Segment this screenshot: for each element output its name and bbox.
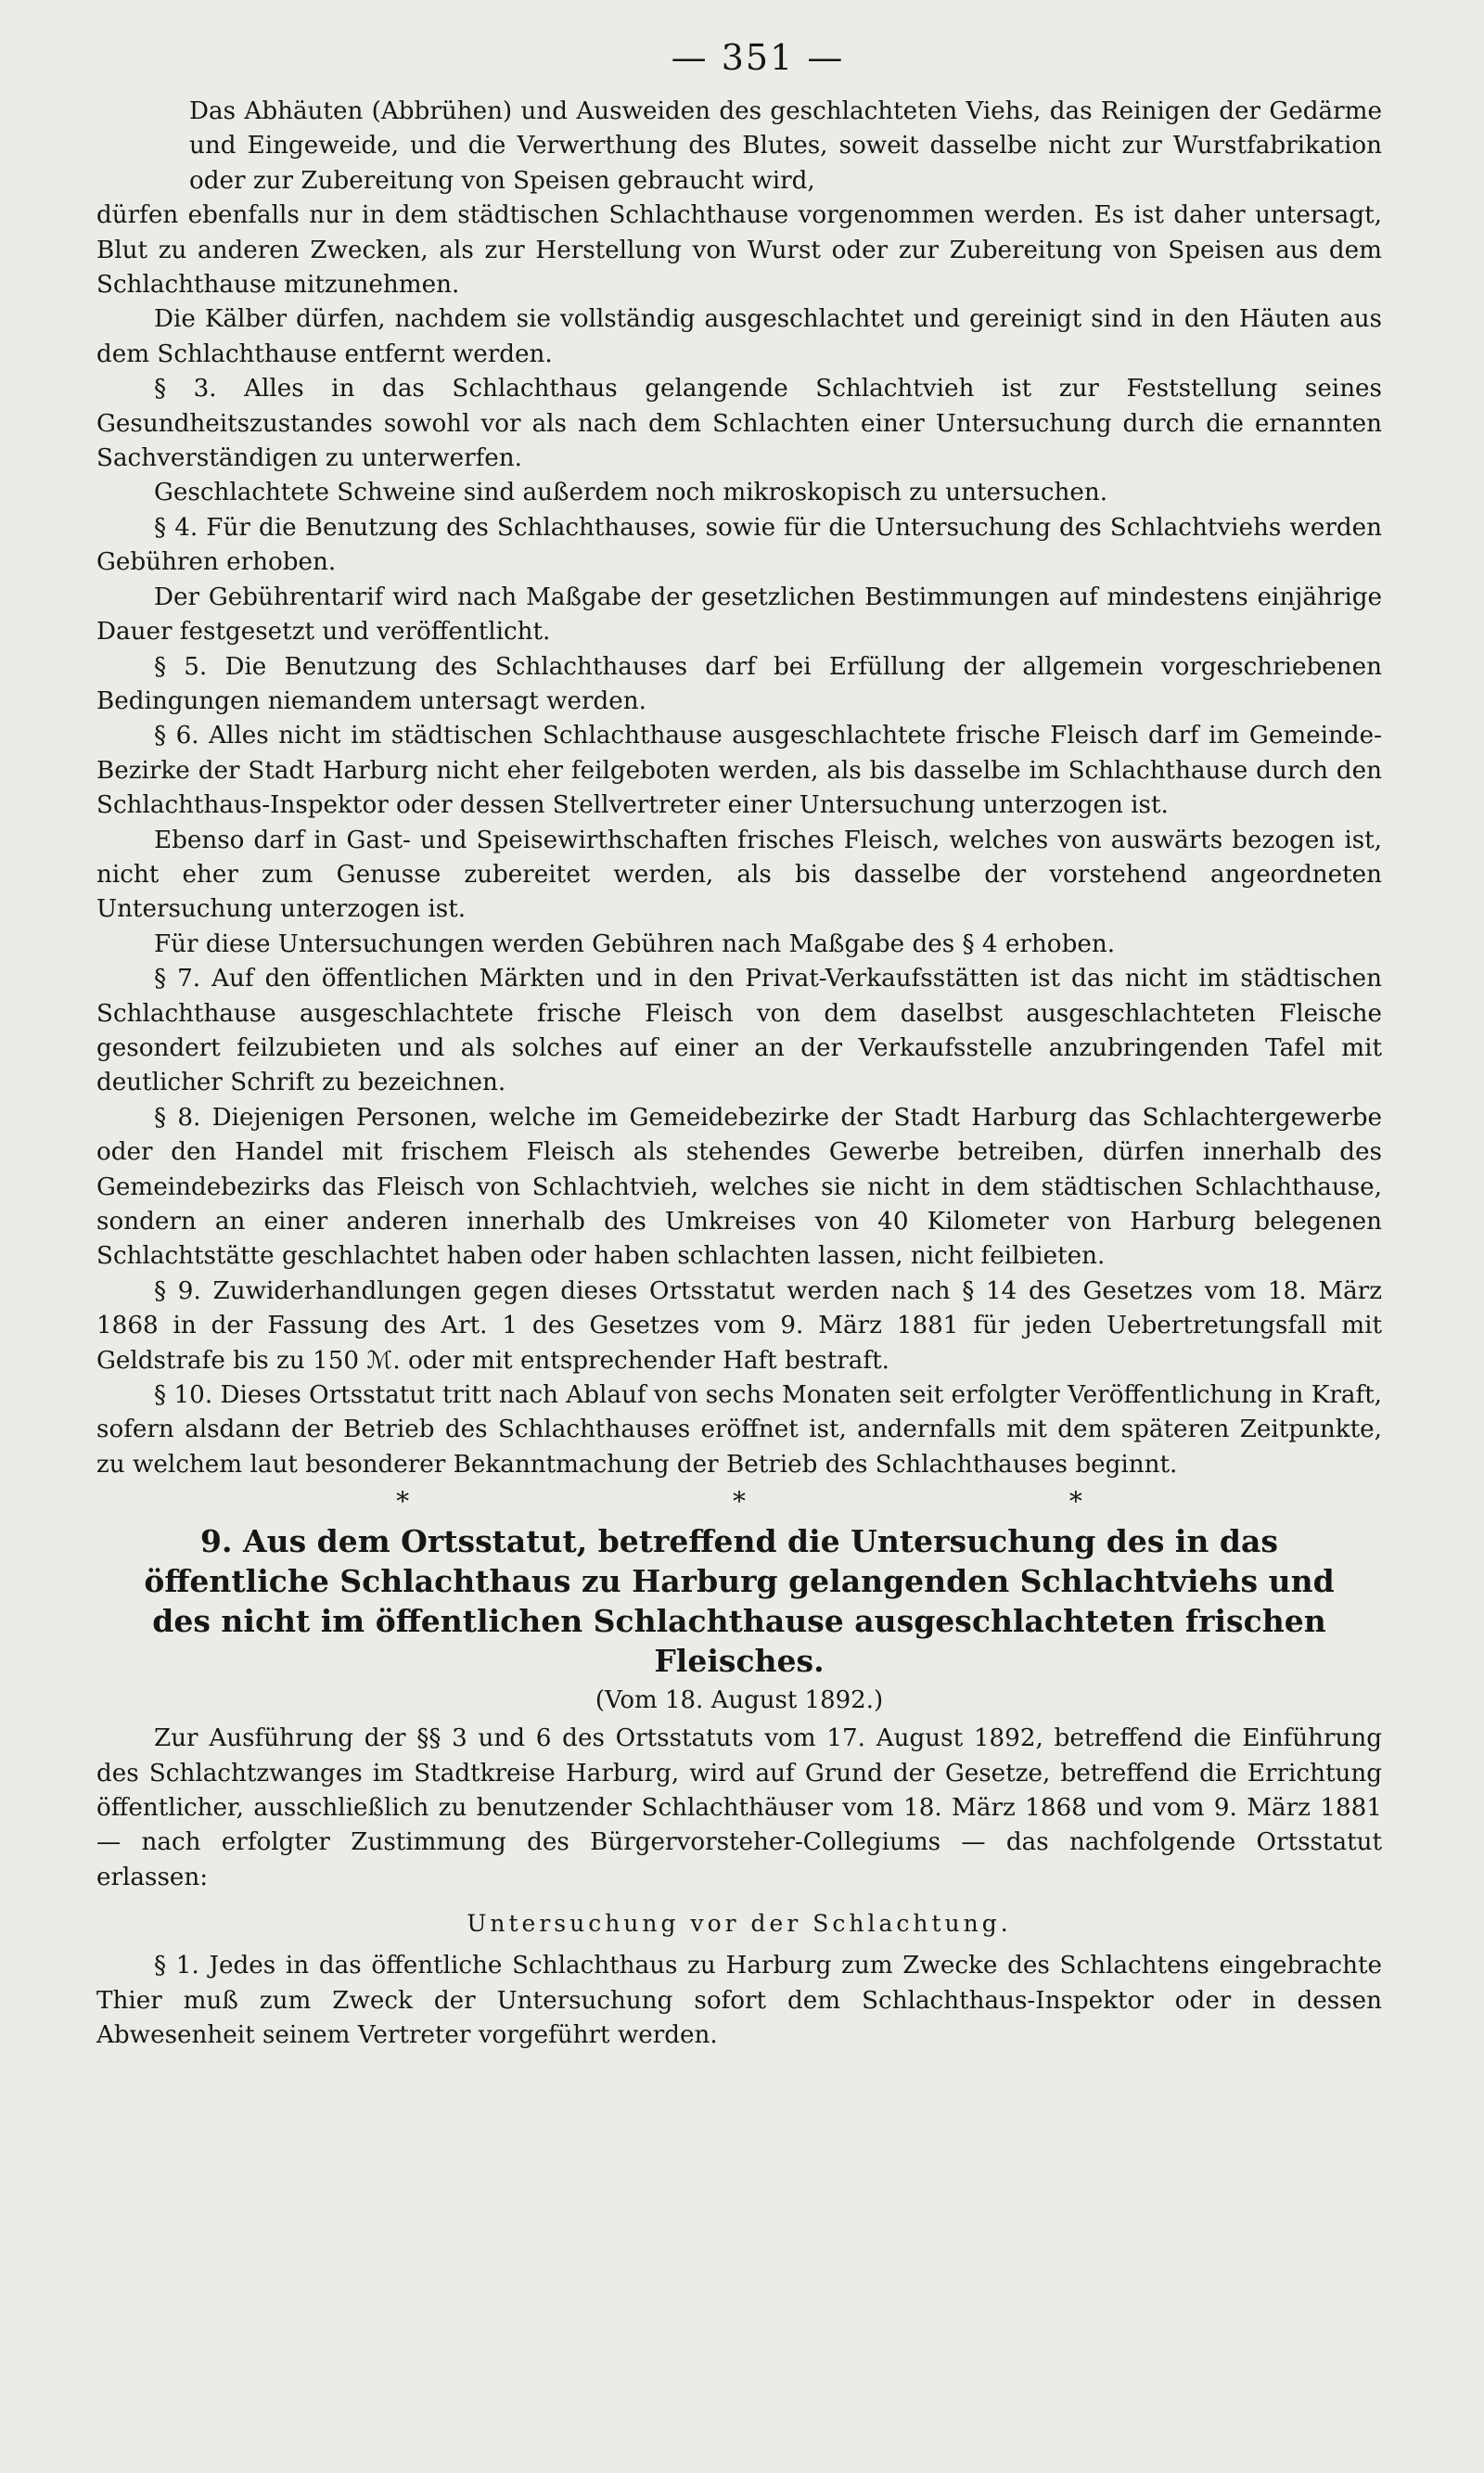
subsection-title: Untersuchung vor der Schlachtung. xyxy=(467,1910,1012,1938)
paragraph: § 8. Diejenigen Personen, welche im Gemeidebezirke der Stadt Harburg das Schlachtergewerbe oder den Handel mit frischem Fleisch als stehendes Gewerbe betreiben, dürfen innerhalb des Gemeindebezirks das Fleisch von Schlachtvieh, welches sie nicht in dem städtischen Schlachthause, sondern an einer anderen innerhalb des Umkreises von 40 Kilometer von Harburg belegenen Schlachtstätte geschlachtet haben oder haben schlachten lassen, nicht feilbieten. xyxy=(96,1103,1382,1271)
paragraph: Geschlachtete Schweine sind außerdem noch mikroskopisch zu untersuchen. xyxy=(154,479,1108,507)
paragraph: Die Kälber dürfen, nachdem sie vollständig ausgeschlachtet und gereinigt sind in den Häuten aus dem Schlachthause entfernt werden. xyxy=(96,305,1382,368)
paragraph: § 1. Jedes in das öffentliche Schlachthaus zu Harburg zum Zwecke des Schlachtens eingebrachte Thier muß zum Zweck der Untersuchung sofort dem Schlachthaus-Inspektor oder in dessen Abwesenheit seinem Vertreter vorgeführt werden. xyxy=(96,1952,1382,2050)
ordinance-paragraphs xyxy=(96,1949,1382,2053)
paragraph: Das Abhäuten (Abbrühen) und Ausweiden des geschlachteten Viehs, das Reinigen der Gedärme und Eingeweide, und die Verwerthung des Blutes, soweit dasselbe nicht zur Wurstfabrikation oder zur Zubereitung von Speisen gebraucht wird, xyxy=(189,97,1382,195)
page-number: — 351 — xyxy=(671,37,845,78)
paragraph: § 3. Alles in das Schlachthaus gelangende Schlachtvieh ist zur Feststellung seines Gesundheitszustandes sowohl vor als nach dem Schlachten einer Untersuchung durch die ernannten Sachverständigen zu unterwerfen. xyxy=(96,375,1382,473)
ordinance-continuation xyxy=(96,95,1382,1482)
paragraph: Der Gebührentarif wird nach Maßgabe der gesetzlichen Bestimmungen auf mindestens einjährige Dauer festgesetzt und veröffentlicht. xyxy=(96,583,1382,647)
paragraph: Zur Ausführung der §§ 3 und 6 des Ortsstatuts vom 17. August 1892, betreffend die Einführung des Schlachtzwanges im Stadtkreise Harburg, wird auf Grund der Gesetze, betreffend die Errichtung öffentlicher, ausschließlich zu benutzender Schlachthäuser vom 18. März 1868 und vom 9. März 1881 — nach erfolgter Zustimmung des Bürgervorsteher-Collegiums — das nachfolgende Ortsstatut erlassen: xyxy=(96,1724,1382,1891)
paragraph: § 4. Für die Benutzung des Schlachthauses, sowie für die Untersuchung des Schlachtviehs werden Gebühren erhoben. xyxy=(96,513,1382,577)
paragraph: § 5. Die Benutzung des Schlachthauses darf bei Erfüllung der allgemein vorgeschriebenen Bedingungen niemandem untersagt werden. xyxy=(96,652,1382,715)
preamble xyxy=(96,1722,1382,1895)
paragraph: § 6. Alles nicht im städtischen Schlachthause ausgeschlachtete frische Fleisch darf im Gemeinde-Bezirke der Stadt Harburg nicht eher feilgeboten werden, als bis dasselbe im Schlachthause durch den Schlachthaus-Inspektor oder dessen Stellvertreter einer Untersuchung unterzogen ist. xyxy=(96,722,1382,820)
section-heading: 9. Aus dem Ortsstatut, betreffend die Untersuchung des in das öffentliche Schlachthaus zu Harburg gelangenden Schlachtviehs und des nicht im öffentlichen Schlachthause ausgeschlachteten frischen Fleisches. xyxy=(144,1523,1335,1680)
paragraph: dürfen ebenfalls nur in dem städtischen Schlachthause vorgenommen werden. Es ist daher untersagt, Blut zu anderen Zwecken, als zur Herstellung von Wurst oder zur Zubereitung von Speisen aus dem Schlachthause mitzunehmen. xyxy=(96,201,1382,300)
section-date: (Vom 18. August 1892.) xyxy=(595,1686,884,1715)
body-text xyxy=(96,95,1382,2054)
paragraph: § 10. Dieses Ortsstatut tritt nach Ablauf von sechs Monaten seit erfolgter Veröffentlichung in Kraft, sofern alsdann der Betrieb des Schlachthauses eröffnet ist, andernfalls mit dem späteren Zeitpunkte, zu welchem laut besonderer Bekanntmachung der Betrieb des Schlachthauses beginnt. xyxy=(96,1381,1382,1479)
section-separator: * * * xyxy=(396,1486,1240,1518)
paragraph: § 9. Zuwiderhandlungen gegen dieses Ortsstatut werden nach § 14 des Gesetzes vom 18. März 1868 in der Fassung des Art. 1 des Gesetzes vom 9. März 1881 für jeden Uebertretungsfall mit Geldstrafe bis zu 150 ℳ. oder mit entsprechender Haft bestraft. xyxy=(96,1276,1382,1375)
paragraph: Für diese Untersuchungen werden Gebühren nach Maßgabe des § 4 erhoben. xyxy=(154,929,1116,958)
paragraph: Ebenso darf in Gast- und Speisewirthschaften frisches Fleisch, welches von auswärts bezogen ist, nicht eher zum Genusse zubereitet werden, als bis dasselbe der vorstehend angeordneten Untersuchung unterzogen ist. xyxy=(96,826,1382,924)
paragraph: § 7. Auf den öffentlichen Märkten und in den Privat-Verkaufsstätten ist das nicht im städtischen Schlachthause ausgeschlachtete frische Fleisch von dem daselbst ausgeschlachteten Fleische gesondert feilzubieten und als solches auf einer an der Verkaufsstelle anzubringenden Tafel mit deutlicher Schrift zu bezeichnen. xyxy=(96,965,1382,1097)
